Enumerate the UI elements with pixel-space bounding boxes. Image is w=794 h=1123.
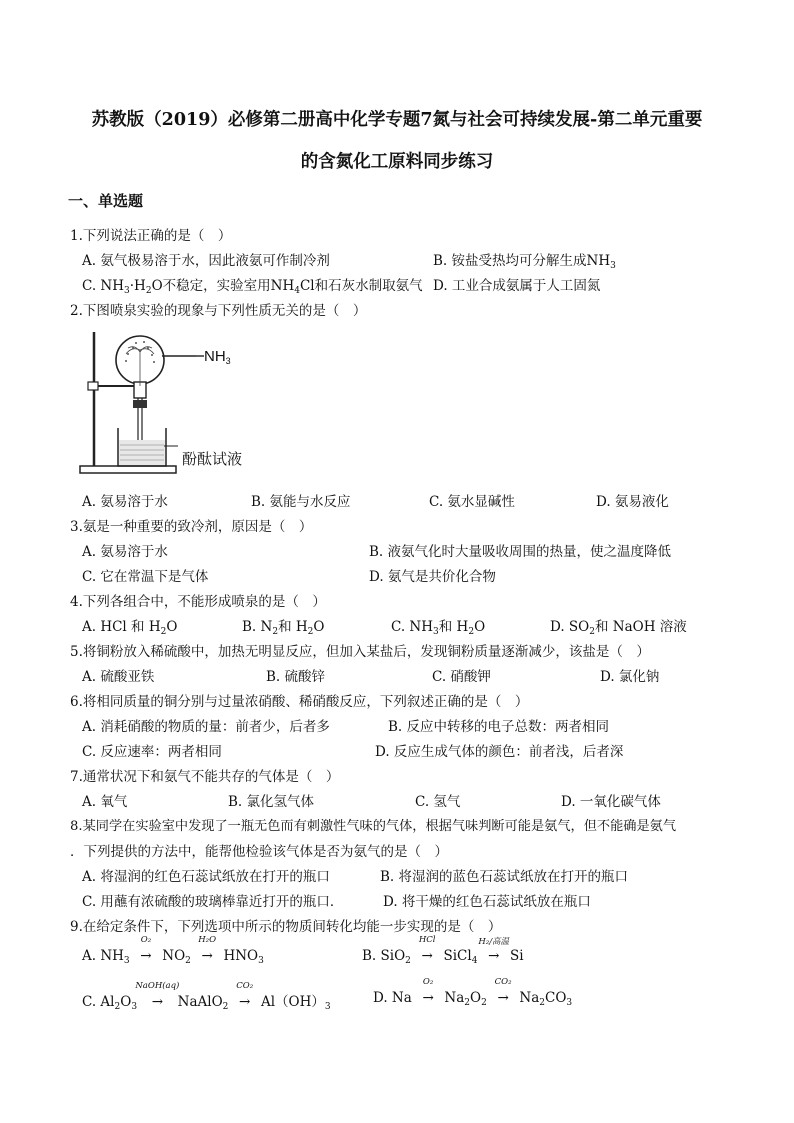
q8-option-b: B. 将湿润的蓝色石蕊试纸放在打开的瓶口 [380, 869, 629, 885]
section-heading: 一、单选题 [68, 192, 144, 210]
q4-option-a: A. HCl 和 $H_2O$ [82, 619, 178, 637]
question-1-stem: 1.下列说法正确的是（ ） [70, 228, 232, 244]
q1-option-d: D. 工业合成氨属于人工固氮 [433, 278, 601, 294]
q3-option-d: D. 氨气是共价化合物 [369, 569, 496, 585]
figure-label-nh3: $NH_3$ [204, 348, 231, 366]
reaction-arrow: H₂/高温 → [478, 937, 510, 964]
reaction-arrow: CO₂ → [494, 977, 512, 1006]
q5-option-b: B. 硫酸锌 [266, 669, 326, 685]
q1-option-a: A. 氨气极易溶于水，因此液氨可作制冷剂 [82, 253, 330, 269]
question-8-stem-line2: ．下列提供的方法中，能帮他检验该气体是否为氨气的是（ ） [70, 844, 448, 860]
question-2-stem: 2.下图喷泉实验的现象与下列性质无关的是（ ） [70, 303, 367, 319]
question-6-stem: 6.将相同质量的铜分别与过量浓硝酸、稀硝酸反应，下列叙述正确的是（ ） [70, 694, 529, 710]
fountain-apparatus-drawing [78, 328, 278, 480]
q4-option-b: B. $N_2$和 $H_2O$ [242, 619, 325, 637]
q1-option-b: B. 铵盐受热均可分解生成$NH_3$ [433, 253, 616, 271]
q9-option-d: D. Na O₂ → $Na_2O_2$ CO₂ → $Na_2CO_3$ [373, 977, 573, 1008]
question-3-stem: 3.氨是一种重要的致冷剂，原因是（ ） [70, 519, 313, 535]
doc-title-line1: 苏教版（2019）必修第二册高中化学专题7氮与社会可持续发展-第二单元重要 [91, 110, 703, 130]
q7-option-d: D. 一氧化碳气体 [561, 794, 661, 810]
q6-option-b: B. 反应中转移的电子总数：两者相同 [388, 719, 610, 735]
q7-option-b: B. 氯化氢气体 [228, 794, 315, 810]
q3-option-c: C. 它在常温下是气体 [82, 569, 209, 585]
q6-option-a: A. 消耗硝酸的物质的量：前者少，后者多 [82, 719, 330, 735]
q6-option-d: D. 反应生成气体的颜色：前者浅，后者深 [375, 744, 624, 760]
q4-option-c: C. $NH_3$和 $H_2O$ [391, 619, 486, 637]
fountain-experiment-figure [78, 328, 278, 480]
reaction-arrow: H₂O → [198, 935, 217, 964]
q5-option-d: D. 氯化钠 [600, 669, 660, 685]
q5-option-a: A. 硫酸亚铁 [82, 669, 155, 685]
reaction-arrow: HCl → [418, 935, 436, 964]
reaction-arrow: O₂ → [140, 935, 152, 964]
q8-option-c: C. 用蘸有浓硫酸的玻璃棒靠近打开的瓶口． [82, 894, 344, 910]
reaction-arrow: NaOH(aq) → [135, 981, 180, 1010]
doc-title-line2: 的含氮化工原料同步练习 [300, 152, 494, 172]
question-4-stem: 4.下列各组合中，不能形成喷泉的是（ ） [70, 594, 326, 610]
question-7-stem: 7.通常状况下和氨气不能共存的气体是（ ） [70, 769, 340, 785]
q7-option-c: C. 氢气 [415, 794, 461, 810]
q9-option-b: B. SiO$_2$ HCl → SiCl$_4$ H₂/高温 → Si [362, 935, 524, 966]
question-5-stem: 5.将铜粉放入稀硫酸中，加热无明显反应，但加入某盐后，发现铜粉质量逐渐减少，该盐是（ ） [70, 644, 650, 660]
q2-option-d: D. 氨易液化 [596, 494, 669, 510]
q6-option-c: C. 反应速率：两者相同 [82, 744, 222, 760]
q8-option-a: A. 将湿润的红色石蕊试纸放在打开的瓶口 [82, 869, 330, 885]
q3-option-b: B. 液氨气化时大量吸收周围的热量，使之温度降低 [369, 544, 672, 560]
q5-option-c: C. 硝酸钾 [432, 669, 491, 685]
q2-option-c: C. 氨水显碱性 [429, 494, 515, 510]
figure-label-phenolphthalein: 酚酞试液 [182, 450, 243, 468]
q2-option-a: A. 氨易溶于水 [82, 494, 168, 510]
question-9-stem: 9.在给定条件下，下列选项中所示的物质间转化均能一步实现的是（ ） [70, 919, 502, 935]
q2-option-b: B. 氨能与水反应 [251, 494, 351, 510]
reaction-arrow: O₂ → [422, 977, 434, 1006]
q7-option-a: A. 氧气 [82, 794, 128, 810]
reaction-arrow: CO₂ → [236, 981, 254, 1010]
q9-option-c: C. $Al_2O_3$ NaOH(aq) → NaAlO$_2$ CO₂ → $Al(OH)_3$ [82, 981, 331, 1012]
q9-option-a: A. $NH_3$ O₂ → $NO_2$ H₂O → $HNO_3$ [82, 935, 264, 966]
q3-option-a: A. 氨易溶于水 [82, 544, 168, 560]
question-8-stem-line1: 8.某同学在实验室中发现了一瓶无色而有刺激性气味的气体，根据气味判断可能是氨气，但不能确是氨气 [70, 819, 677, 834]
q8-option-d: D. 将干燥的红色石蕊试纸放在瓶口 [383, 894, 591, 910]
q4-option-d: D. $SO_2$和 NaOH 溶液 [550, 619, 687, 637]
q1-option-c: C. $NH_3\cdot H_2O$不稳定，实验室用$NH_4Cl$和石灰水制取氨气 [82, 278, 423, 296]
